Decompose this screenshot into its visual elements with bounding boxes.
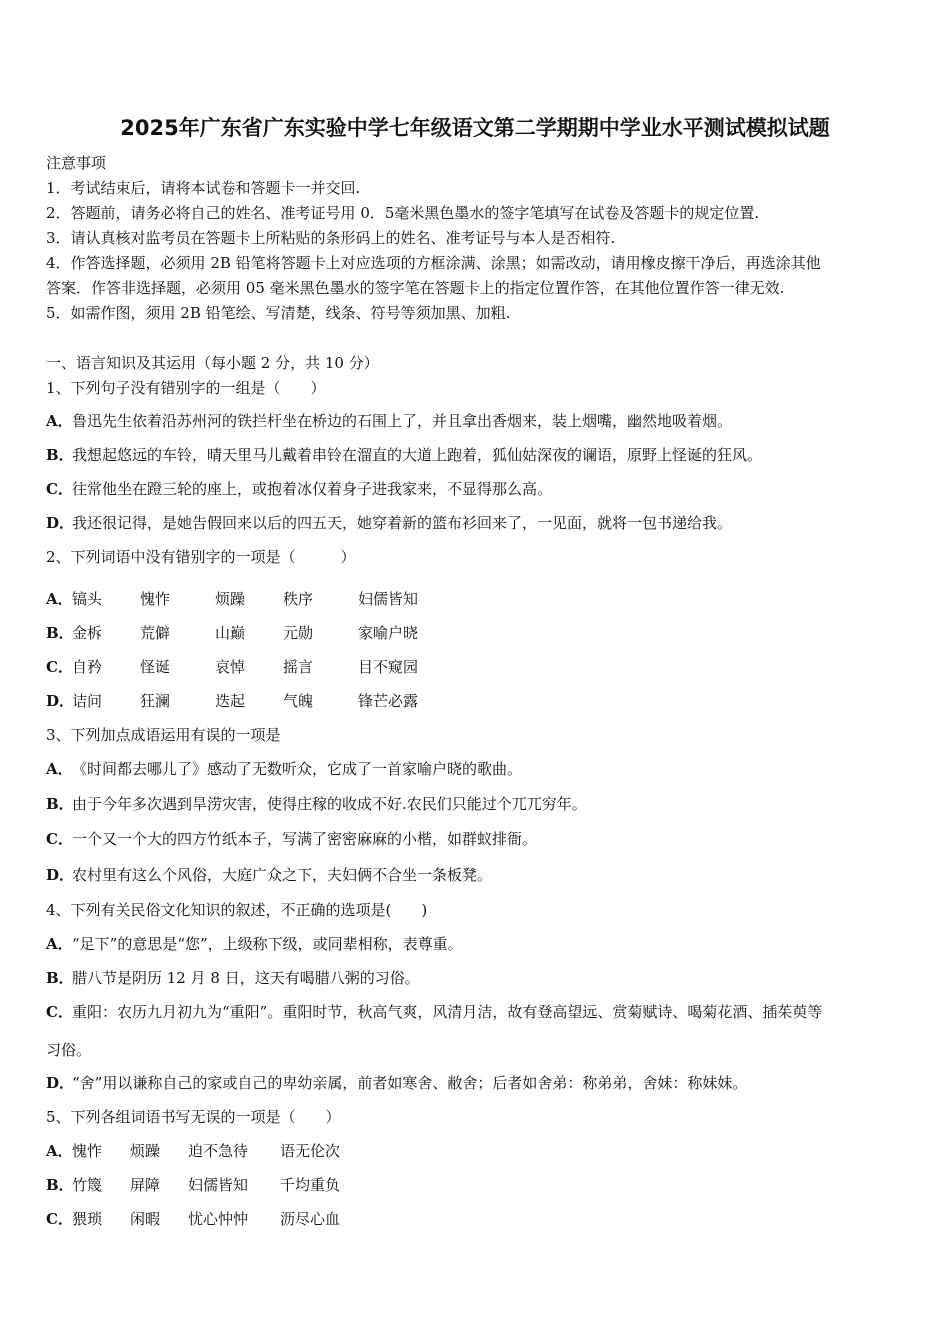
option-a — [46, 410, 732, 431]
option-letter: A． — [46, 935, 73, 953]
option-word: 屏障 — [130, 1176, 161, 1194]
option-word: 竹篾 — [72, 1176, 103, 1194]
option-word: 家喻户晓 — [358, 624, 419, 642]
option-word: 镐头 — [72, 590, 103, 608]
question-stem: 2、下列词语中没有错别字的一项是（ ） — [46, 548, 356, 566]
option-letter: B． — [46, 969, 74, 987]
option-word: 愧怍 — [72, 1142, 103, 1160]
option-text: 《时间都去哪儿了》感动了无数听众，它成了一首家喻户晓的歌曲。 — [72, 760, 523, 778]
option-letter: D． — [46, 1074, 75, 1092]
option-word: 荒僻 — [140, 624, 171, 642]
notice-heading: 注意事项 — [46, 154, 107, 172]
notice-item: 2．答题前，请务必将自己的姓名、准考证号用 0．5毫米黑色墨水的签字笔填写在试卷及答题卡的规定位置. — [46, 204, 760, 222]
option-c — [46, 1001, 822, 1022]
option-c — [46, 1208, 340, 1229]
question-stem: 3、下列加点成语运用有误的一项是 — [46, 726, 281, 744]
option-b — [46, 622, 418, 643]
option-letter: C． — [46, 1210, 73, 1228]
option-word: 元勋 — [283, 624, 314, 642]
option-word: 迭起 — [215, 692, 246, 710]
option-a — [46, 1140, 340, 1161]
option-letter: A． — [46, 412, 73, 430]
option-text: 农村里有这么个风俗，大庭广众之下，夫妇俩不合坐一条板凳。 — [72, 866, 493, 884]
option-word: 山巅 — [215, 624, 246, 642]
option-d — [46, 864, 492, 885]
option-letter: D． — [46, 692, 75, 710]
option-word: 怪诞 — [140, 658, 171, 676]
option-text: 一个又一个大的四方竹纸本子，写满了密密麻麻的小楷，如群蚁排衙。 — [72, 830, 538, 848]
option-word: 迫不急待 — [188, 1142, 249, 1160]
option-text: 鲁迅先生依着沿苏州河的铁拦杆坐在桥边的石围上了，并且拿出香烟来，装上烟嘴，幽然地吸着烟。 — [72, 412, 733, 430]
option-a — [46, 588, 418, 609]
option-text: “舍”用以谦称自己的家或自己的卑幼亲属，前者如寒舍、敝舍；后者如舍弟：称弟弟，舍妹：称妹妹。 — [72, 1074, 748, 1092]
option-a — [46, 933, 463, 954]
option-d — [46, 1072, 747, 1093]
option-a — [46, 758, 522, 779]
option-word: 语无伦次 — [280, 1142, 341, 1160]
option-word: 烦躁 — [215, 590, 246, 608]
option-word: 沥尽心血 — [280, 1210, 341, 1228]
option-word: 哀悼 — [215, 658, 246, 676]
option-text: 我还很记得，是她告假回来以后的四五天，她穿着新的篮布衫回来了，一见面，就将一包书递给我。 — [72, 514, 733, 532]
option-c — [46, 828, 537, 849]
question-stem: 4、下列有关民俗文化知识的叙述，不正确的选项是( ) — [46, 901, 428, 919]
option-letter: A． — [46, 1142, 73, 1160]
option-text: 重阳：农历九月初九为“重阳”。重阳时节，秋高气爽，风清月洁，故有登高望远、赏菊赋诗、喝菊花酒、插茱萸等 — [72, 1003, 823, 1021]
option-word: 烦躁 — [130, 1142, 161, 1160]
option-letter: C． — [46, 480, 73, 498]
page-title: 2025年广东省广东实验中学七年级语文第二学期期中学业水平测试模拟试题 — [120, 116, 830, 140]
question-stem: 1、下列句子没有错别字的一组是（ ） — [46, 379, 326, 397]
option-b — [46, 444, 762, 465]
option-word: 金柝 — [72, 624, 103, 642]
option-b — [46, 967, 420, 988]
option-letter: A． — [46, 760, 73, 778]
option-text: 腊八节是阴历 12 月 8 日，这天有喝腊八粥的习俗。 — [72, 969, 420, 987]
question-stem: 5、下列各组词语书写无误的一项是（ ） — [46, 1108, 341, 1126]
option-word: 猥琐 — [72, 1210, 103, 1228]
option-word: 自矜 — [72, 658, 103, 676]
option-word: 妇儒皆知 — [358, 590, 419, 608]
option-word: 秩序 — [283, 590, 314, 608]
notice-item: 3．请认真核对监考员在答题卡上所粘贴的条形码上的姓名、准考证号与本人是否相符. — [46, 229, 616, 247]
option-c-continued — [46, 1039, 91, 1060]
option-c — [46, 478, 552, 499]
option-d — [46, 690, 418, 711]
option-letter: A． — [46, 590, 73, 608]
option-letter: B． — [46, 446, 74, 464]
option-word: 愧怍 — [140, 590, 171, 608]
option-letter: D． — [46, 514, 75, 532]
option-word: 锋芒必露 — [358, 692, 419, 710]
option-word: 目不窥园 — [358, 658, 419, 676]
option-d — [46, 512, 732, 533]
option-letter: B． — [46, 795, 74, 813]
notice-item: 答案．作答非选择题，必须用 05 毫米黑色墨水的签字笔在答题卡上的指定位置作答，在其他位置作答一律无效. — [46, 279, 785, 297]
option-word: 千均重负 — [280, 1176, 341, 1194]
option-b — [46, 793, 587, 814]
option-b — [46, 1174, 340, 1195]
option-text: 往常他坐在蹬三轮的座上，或抱着冰仅着身子进我家来，不显得那么高。 — [72, 480, 553, 498]
option-text: 由于今年多次遇到旱涝灾害，使得庄稼的收成不好.农民们只能过个兀兀穷年。 — [72, 795, 587, 813]
option-word: 诘问 — [72, 692, 103, 710]
option-letter: D． — [46, 866, 75, 884]
option-letter: B． — [46, 1176, 74, 1194]
notice-item: 5．如需作图，须用 2B 铅笔绘、写清楚，线条、符号等须加黑、加粗. — [46, 304, 511, 322]
option-word: 气魄 — [283, 692, 314, 710]
option-text: “足下”的意思是“您”，上级称下级，或同辈相称，表尊重。 — [72, 935, 463, 953]
option-text: 我想起悠远的车铃，晴天里马儿戴着串铃在溜直的大道上跑着，狐仙姑深夜的谰语，原野上怪诞的狂风。 — [72, 446, 763, 464]
option-letter: C． — [46, 830, 73, 848]
option-text: 习俗。 — [46, 1041, 92, 1059]
option-word: 摇言 — [283, 658, 314, 676]
option-word: 闲暇 — [130, 1210, 161, 1228]
notice-item: 1．考试结束后，请将本试卷和答题卡一并交回. — [46, 179, 361, 197]
option-word: 狂澜 — [140, 692, 171, 710]
option-letter: B． — [46, 624, 74, 642]
section-heading: 一、语言知识及其运用（每小题 2 分，共 10 分） — [46, 354, 379, 372]
notice-item: 4．作答选择题，必须用 2B 铅笔将答题卡上对应选项的方框涂满、涂黑；如需改动，请用橡皮擦干净后，再选涂其他 — [46, 254, 821, 272]
option-letter: C． — [46, 658, 73, 676]
option-word: 妇儒皆知 — [188, 1176, 249, 1194]
option-c — [46, 656, 418, 677]
option-letter: C． — [46, 1003, 73, 1021]
option-word: 忧心忡忡 — [188, 1210, 249, 1228]
